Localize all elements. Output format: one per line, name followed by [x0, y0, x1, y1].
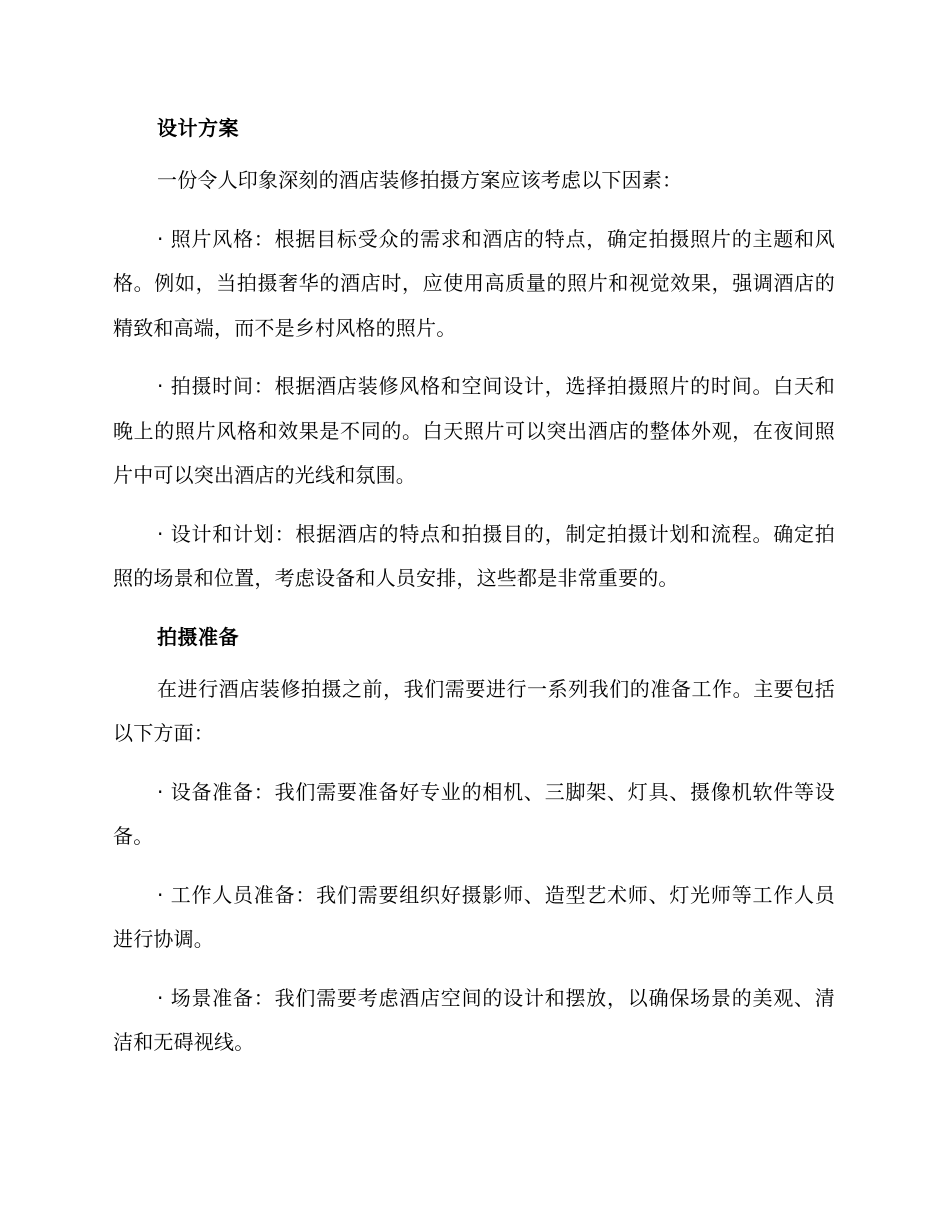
paragraph-scene-prep: · 场景准备：我们需要考虑酒店空间的设计和摆放，以确保场景的美观、清洁和无碍视线。: [113, 985, 835, 1054]
section-heading-shooting-prep: 拍摄准备: [157, 624, 239, 649]
paragraph-design-and-plan: · 设计和计划：根据酒店的特点和拍摄目的，制定拍摄计划和流程。确定拍照的场景和位置，考虑设备和人员安排，这些都是非常重要的。: [113, 521, 835, 590]
paragraph-photo-style: · 照片风格：根据目标受众的需求和酒店的特点，确定拍摄照片的主题和风格。例如，当拍摄奢华的酒店时，应使用高质量的照片和视觉效果，强调酒店的精致和高端，而不是乡村风格的照片。: [113, 226, 835, 340]
paragraph-intro: 一份令人印象深刻的酒店装修拍摄方案应该考虑以下因素：: [157, 168, 683, 192]
paragraph-equipment-prep: · 设备准备：我们需要准备好专业的相机、三脚架、灯具、摄像机软件等设备。: [113, 779, 835, 848]
document-body: [113, 106, 835, 1065]
paragraph-prep-intro: 在进行酒店装修拍摄之前，我们需要进行一系列我们的准备工作。主要包括以下方面：: [113, 676, 835, 745]
section-heading-design-plan: 设计方案: [157, 116, 239, 140]
paragraph-staff-prep: · 工作人员准备：我们需要组织好摄影师、造型艺术师、灯光师等工作人员进行协调。: [113, 882, 835, 951]
paragraph-shooting-time: · 拍摄时间：根据酒店装修风格和空间设计，选择拍摄照片的时间。白天和晚上的照片风格和效果是不同的。白天照片可以突出酒店的整体外观，在夜间照片中可以突出酒店的光线和氛围。: [113, 374, 835, 487]
